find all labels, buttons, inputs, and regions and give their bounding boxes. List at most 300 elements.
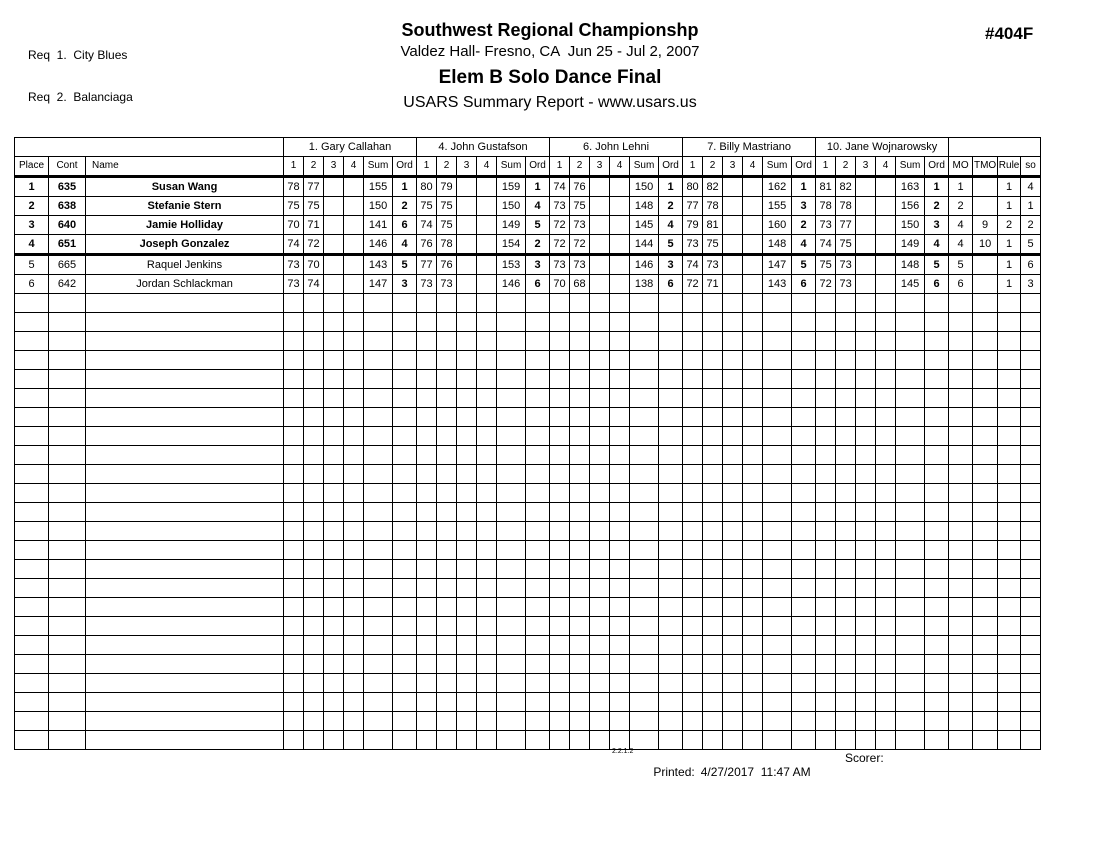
judge-name-cell: 10. Jane Wojnarowsky [816, 138, 949, 157]
sum-cell [364, 294, 393, 313]
score-cell [723, 674, 743, 693]
score-cell [344, 351, 364, 370]
score-cell [683, 598, 703, 617]
score-cell [816, 712, 836, 731]
score-cell [570, 617, 590, 636]
score-cell [836, 370, 856, 389]
cont-cell: 665 [49, 255, 86, 275]
ord-cell: 3 [659, 255, 683, 275]
judge-name-cell: 4. John Gustafson [417, 138, 550, 157]
score-cell: 71 [304, 216, 324, 235]
score-cell [703, 598, 723, 617]
score-cell [570, 484, 590, 503]
score-cell: 73 [683, 235, 703, 255]
empty-row [15, 408, 1041, 427]
score-cell [610, 484, 630, 503]
score-cell [723, 370, 743, 389]
score-cell [344, 503, 364, 522]
col-header-3: 3 [856, 157, 876, 177]
ord-cell [393, 693, 417, 712]
score-cell [590, 579, 610, 598]
sum-cell [896, 560, 925, 579]
result-row [15, 197, 1041, 216]
ord-cell [792, 351, 816, 370]
sum-cell [630, 389, 659, 408]
score-cell [284, 636, 304, 655]
score-cell [743, 522, 763, 541]
score-cell: 79 [437, 177, 457, 197]
col-header-cont: Cont [49, 157, 86, 177]
mo-cell [949, 503, 973, 522]
score-cell [570, 465, 590, 484]
sum-cell: 156 [896, 197, 925, 216]
score-cell [324, 712, 344, 731]
score-cell [836, 427, 856, 446]
score-cell [477, 427, 497, 446]
score-cell: 75 [570, 197, 590, 216]
score-cell [457, 636, 477, 655]
score-cell [344, 541, 364, 560]
score-cell [457, 351, 477, 370]
empty-row [15, 446, 1041, 465]
score-cell [876, 731, 896, 750]
score-cell [304, 427, 324, 446]
empty-row [15, 332, 1041, 351]
tmo-cell [973, 693, 998, 712]
score-cell [457, 332, 477, 351]
place-cell [15, 598, 49, 617]
score-cell [570, 674, 590, 693]
name-cell [86, 408, 284, 427]
place-cell [15, 427, 49, 446]
tmo-cell [973, 446, 998, 465]
score-cell [570, 731, 590, 750]
ord-cell [393, 636, 417, 655]
score-cell [590, 332, 610, 351]
mo-cell [949, 389, 973, 408]
score-cell [570, 351, 590, 370]
score-cell [723, 541, 743, 560]
score-cell [324, 197, 344, 216]
sum-cell [364, 579, 393, 598]
score-cell: 81 [816, 177, 836, 197]
empty-row [15, 731, 1041, 750]
score-cell [457, 693, 477, 712]
col-header-3: 3 [723, 157, 743, 177]
ord-cell [792, 427, 816, 446]
ord-cell [526, 541, 550, 560]
ord-cell [659, 712, 683, 731]
score-cell [324, 522, 344, 541]
tmo-cell [973, 197, 998, 216]
cont-cell [49, 332, 86, 351]
score-cell [683, 617, 703, 636]
tmo-cell [973, 484, 998, 503]
mo-cell: 2 [949, 197, 973, 216]
score-cell [437, 484, 457, 503]
ord-cell: 4 [925, 235, 949, 255]
col-header-1: 1 [816, 157, 836, 177]
score-cell: 73 [836, 255, 856, 275]
sum-cell [630, 541, 659, 560]
score-cell [417, 541, 437, 560]
score-cell [876, 275, 896, 294]
score-cell [836, 560, 856, 579]
score-cell [743, 370, 763, 389]
score-cell [457, 655, 477, 674]
ord-cell [526, 674, 550, 693]
score-cell [876, 598, 896, 617]
score-cell [856, 560, 876, 579]
rule-cell [998, 541, 1021, 560]
score-cell [723, 389, 743, 408]
ord-cell: 5 [792, 255, 816, 275]
score-cell: 70 [284, 216, 304, 235]
score-cell [816, 636, 836, 655]
ord-cell [925, 427, 949, 446]
score-cell [723, 294, 743, 313]
score-cell: 72 [550, 216, 570, 235]
score-cell [590, 235, 610, 255]
so-cell [1021, 731, 1041, 750]
score-cell [876, 351, 896, 370]
score-cell [324, 177, 344, 197]
score-cell [856, 617, 876, 636]
so-cell [1021, 408, 1041, 427]
sum-cell [497, 427, 526, 446]
score-cell [610, 255, 630, 275]
score-cell [550, 579, 570, 598]
sum-cell [497, 617, 526, 636]
score-cell [344, 216, 364, 235]
sum-cell [763, 617, 792, 636]
sum-cell [497, 712, 526, 731]
score-cell [610, 370, 630, 389]
ord-cell [792, 598, 816, 617]
empty-row [15, 503, 1041, 522]
score-cell [437, 522, 457, 541]
score-cell [344, 197, 364, 216]
ord-cell: 1 [792, 177, 816, 197]
sum-cell [364, 617, 393, 636]
ord-cell [792, 541, 816, 560]
ord-cell [925, 351, 949, 370]
judge-name-row [15, 138, 1041, 157]
score-cell [723, 712, 743, 731]
score-cell: 73 [284, 255, 304, 275]
score-cell [610, 389, 630, 408]
score-cell [743, 408, 763, 427]
score-cell [550, 541, 570, 560]
sum-cell [896, 541, 925, 560]
score-cell [610, 177, 630, 197]
tmo-cell [973, 465, 998, 484]
sum-cell: 148 [763, 235, 792, 255]
score-cell [876, 332, 896, 351]
score-cell [703, 541, 723, 560]
sum-cell: 141 [364, 216, 393, 235]
score-cell [856, 197, 876, 216]
score-cell [876, 522, 896, 541]
score-cell [816, 541, 836, 560]
sum-cell [497, 294, 526, 313]
sum-cell [364, 503, 393, 522]
score-cell [876, 216, 896, 235]
sum-cell: 149 [497, 216, 526, 235]
sum-cell [896, 579, 925, 598]
score-cell [743, 674, 763, 693]
judge-name-cell: 6. John Lehni [550, 138, 683, 157]
score-cell [457, 235, 477, 255]
score-cell [477, 197, 497, 216]
score-cell [856, 579, 876, 598]
ord-cell: 5 [526, 216, 550, 235]
score-cell [703, 693, 723, 712]
score-cell: 73 [816, 216, 836, 235]
ord-cell [792, 522, 816, 541]
ord-cell [526, 560, 550, 579]
sum-cell: 150 [364, 197, 393, 216]
score-cell [457, 598, 477, 617]
place-cell [15, 579, 49, 598]
score-cell [743, 465, 763, 484]
ord-cell: 3 [393, 275, 417, 294]
score-cell [816, 446, 836, 465]
name-cell [86, 370, 284, 389]
score-cell: 70 [304, 255, 324, 275]
empty-row [15, 636, 1041, 655]
score-cell: 73 [284, 275, 304, 294]
tmo-cell [973, 712, 998, 731]
score-cell [304, 674, 324, 693]
score-cell [477, 674, 497, 693]
score-cell [477, 655, 497, 674]
score-cell: 75 [417, 197, 437, 216]
score-cell [590, 370, 610, 389]
score-cell: 74 [816, 235, 836, 255]
ord-cell [659, 294, 683, 313]
score-cell [550, 693, 570, 712]
ord-cell [526, 617, 550, 636]
cont-cell [49, 541, 86, 560]
sum-cell [497, 465, 526, 484]
results-table [14, 137, 1041, 750]
place-cell [15, 313, 49, 332]
score-cell [324, 313, 344, 332]
rule-cell [998, 579, 1021, 598]
sum-cell [364, 636, 393, 655]
score-cell [284, 408, 304, 427]
score-cell [856, 370, 876, 389]
so-cell [1021, 598, 1041, 617]
score-cell [683, 446, 703, 465]
empty-row [15, 579, 1041, 598]
ord-cell [659, 313, 683, 332]
ord-cell [659, 332, 683, 351]
mo-cell [949, 408, 973, 427]
score-cell: 76 [570, 177, 590, 197]
score-cell [570, 541, 590, 560]
score-cell [304, 731, 324, 750]
score-cell [550, 313, 570, 332]
sum-cell [896, 636, 925, 655]
place-cell [15, 560, 49, 579]
name-cell [86, 598, 284, 617]
ord-cell [393, 351, 417, 370]
score-cell [344, 370, 364, 389]
ord-cell [526, 522, 550, 541]
score-cell [610, 351, 630, 370]
score-cell [590, 712, 610, 731]
column-header-row [15, 157, 1041, 177]
score-cell [836, 693, 856, 712]
score-cell [723, 484, 743, 503]
score-cell [856, 712, 876, 731]
sum-cell [497, 731, 526, 750]
sum-cell [763, 427, 792, 446]
printed-value: 4/27/2017 11:47 AM [700, 765, 811, 779]
mo-cell [949, 465, 973, 484]
place-cell [15, 674, 49, 693]
place-cell: 4 [15, 235, 49, 255]
score-cell [876, 389, 896, 408]
ord-cell [925, 484, 949, 503]
score-cell [477, 636, 497, 655]
score-cell [417, 693, 437, 712]
sum-cell: 145 [896, 275, 925, 294]
sum-cell: 155 [364, 177, 393, 197]
score-cell [723, 408, 743, 427]
ord-cell: 3 [925, 216, 949, 235]
rule-cell [998, 332, 1021, 351]
empty-row [15, 674, 1041, 693]
report-header [0, 20, 1100, 112]
score-cell [570, 598, 590, 617]
mo-cell [949, 332, 973, 351]
score-cell: 72 [683, 275, 703, 294]
sum-cell [630, 560, 659, 579]
rule-cell [998, 484, 1021, 503]
tmo-cell [973, 427, 998, 446]
col-header-tmo: TMO [973, 157, 998, 177]
cont-cell [49, 370, 86, 389]
cont-cell [49, 636, 86, 655]
sum-cell [896, 484, 925, 503]
ord-cell: 1 [659, 177, 683, 197]
score-cell [743, 484, 763, 503]
sum-cell: 148 [630, 197, 659, 216]
score-cell [417, 332, 437, 351]
ord-cell [526, 313, 550, 332]
score-cell [856, 522, 876, 541]
ord-cell [393, 389, 417, 408]
score-cell [683, 389, 703, 408]
score-cell [284, 693, 304, 712]
score-cell [703, 522, 723, 541]
score-cell [437, 560, 457, 579]
rule-cell [998, 712, 1021, 731]
score-cell [590, 313, 610, 332]
score-cell [570, 503, 590, 522]
ord-cell: 5 [393, 255, 417, 275]
score-cell [417, 617, 437, 636]
score-cell [417, 484, 437, 503]
score-cell [477, 370, 497, 389]
score-cell [457, 446, 477, 465]
score-cell [550, 351, 570, 370]
mo-cell: 5 [949, 255, 973, 275]
score-cell [876, 579, 896, 598]
so-cell [1021, 560, 1041, 579]
sum-cell [763, 598, 792, 617]
so-cell: 2 [1021, 216, 1041, 235]
cont-cell [49, 674, 86, 693]
col-header-rule: Rule [998, 157, 1021, 177]
score-cell [324, 370, 344, 389]
name-cell [86, 484, 284, 503]
score-cell [477, 313, 497, 332]
ord-cell [393, 294, 417, 313]
score-cell [683, 693, 703, 712]
score-cell [723, 655, 743, 674]
score-cell: 76 [437, 255, 457, 275]
cont-cell [49, 351, 86, 370]
score-cell [304, 712, 324, 731]
name-cell [86, 655, 284, 674]
score-cell [437, 294, 457, 313]
score-cell [723, 255, 743, 275]
so-cell [1021, 636, 1041, 655]
ord-cell [659, 579, 683, 598]
sum-cell: 162 [763, 177, 792, 197]
sum-cell [630, 674, 659, 693]
ord-cell [925, 294, 949, 313]
name-cell [86, 465, 284, 484]
score-cell [723, 177, 743, 197]
score-cell [324, 275, 344, 294]
ord-cell [393, 617, 417, 636]
score-cell [417, 655, 437, 674]
name-cell [86, 294, 284, 313]
col-header-2: 2 [703, 157, 723, 177]
score-cell [610, 446, 630, 465]
score-cell [816, 484, 836, 503]
mo-cell: 6 [949, 275, 973, 294]
score-cell [304, 541, 324, 560]
score-cell [457, 427, 477, 446]
score-cell [304, 370, 324, 389]
score-cell [610, 408, 630, 427]
score-cell [477, 522, 497, 541]
score-cell [417, 522, 437, 541]
score-cell [344, 484, 364, 503]
score-cell [324, 294, 344, 313]
score-cell [723, 332, 743, 351]
score-cell [324, 731, 344, 750]
score-cell [743, 235, 763, 255]
score-cell [344, 294, 364, 313]
sum-cell [630, 655, 659, 674]
score-cell [284, 541, 304, 560]
score-cell [836, 446, 856, 465]
cont-cell [49, 484, 86, 503]
score-cell [723, 216, 743, 235]
ord-cell [925, 655, 949, 674]
cont-cell [49, 712, 86, 731]
sum-cell [364, 427, 393, 446]
score-cell [683, 579, 703, 598]
score-cell [610, 693, 630, 712]
